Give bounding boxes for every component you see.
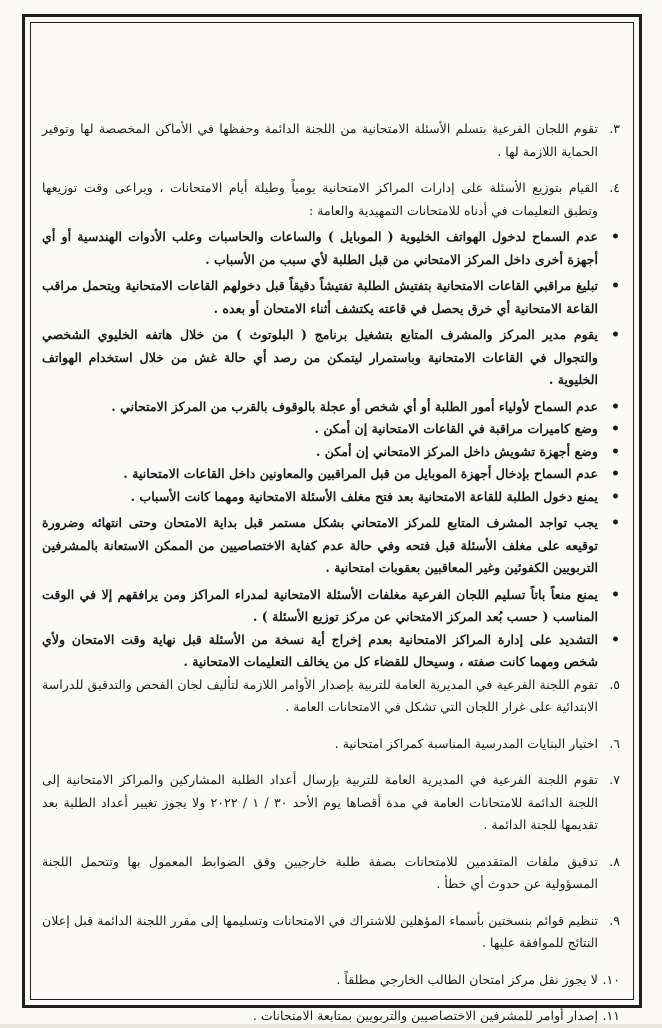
list-item-4 [42,177,620,222]
bullet-item [42,275,620,320]
item-text: إصدار أوامر للمشرفين الاختصاصيين والتربويين بمتابعة الامتحانات . [252,1008,598,1023]
bullet-item [42,418,620,441]
item-text: اختيار البنايات المدرسية المناسبة كمراكز امتحانية . [334,735,598,751]
bullet-icon: • [611,515,620,531]
bullet-icon: • [611,443,620,460]
list-item-9 [42,910,620,955]
item-text: تنظيم قوائم بنسختين بأسماء المؤهلين للاشتراك في الامتحانات وتسليمها إلى مقرر اللجنة الدائمة قبل إعلان النتائج للموافقة عليها . [42,912,598,950]
bullet-item [42,226,620,271]
item-number: ١١. [602,1008,620,1023]
item-text: وضع أجهزة تشويش داخل المركز الامتحاني إن أمكن . [315,443,598,459]
item-number: ٩. [609,912,620,928]
list-item-8 [42,851,620,896]
bullet-item [42,486,620,509]
item-text: تقوم اللجان الفرعية بتسلم الأسئلة الامتحانية من اللجنة الدائمة وحفظها في الأماكن المخصصة لها وتوفير الحماية اللازمة لها . [42,121,598,159]
item-text: يجب تواجد المشرف المتابع للمركز الامتحاني بشكل مستمر قبل بداية الامتحان وحتى انتهائه وضرورة توقيعه على مغلف الأسئلة قبل فتحه وفي حالة عدم كفاية الاختصاصيين من الممكن الاستعانة بالمشرفين التربويين الكفوئين وغير المعاقبين بعقوبات امتحانية . [42,515,598,575]
bullet-icon: • [611,327,620,343]
bullet-icon: • [611,631,620,648]
item-text: يمنع منعاً باتاً تسليم اللجان الفرعية مغلفات الأسئلة الامتحانية لمدراء المراكز ومن يرافقهم إلا في الوقت المناسب ( حسب بُعد المركز الامتحاني عن مركز توزيع الأسئلة ) . [42,586,598,624]
bullet-icon: • [611,586,620,603]
item-text: تقوم اللجنة الفرعية في المديرية العامة للتربية بإصدار الأوامر اللازمة لتأليف لجان الفحص والتدقيق للدراسة الابتدائية على غرار اللجان التي تشكل في الامتحانات العامة . [42,676,598,714]
list-item-5 [42,674,620,719]
bullet-item [42,324,620,392]
bullet-icon: • [611,398,620,415]
list-item-10 [42,969,620,992]
item-text: تقوم اللجنة الفرعية في المديرية العامة للتربية بإرسال أعداد الطلبة المشاركين والمراكز الامتحانية إلى اللجنة الدائمة للامتحانات العامة في مدة أقصاها يوم الأحد ٣٠ / ١ / ٢٠٢٢ ولا يجوز تغيير أعداد الطلبة بعد تقديمها للجنة الدائمة . [42,772,599,832]
bullet-icon: • [611,488,620,505]
item-text: التشديد على إدارة المراكز الامتحانية بعدم إخراج أية نسخة من الأسئلة قبل نهاية وقت الامتحان ولأي شخص ومهما كانت صفته ، وسيحال للقضاء كل من يخالف التعليمات الامتحانية . [42,631,598,669]
item-number: ٨. [609,853,620,869]
bullet-item [42,396,620,419]
item-number: ٧. [609,772,620,787]
bullet-icon: • [611,278,620,294]
list-item-11 [42,1005,620,1028]
list-item-6 [42,733,620,756]
item-text: يقوم مدير المركز والمشرف المتابع بتشغيل برنامج ( البلوتوث ) من خلال هاتفه الخليوي الشخصي والتجوال في القاعات الامتحانية وباستمرار ليتمكن من رصد أي حالة غش من خلال استخدام الهواتف الخليوية . [42,327,598,387]
list-item-3 [42,118,620,163]
item-text: وضع كاميرات مراقبة في القاعات الامتحانية إن أمكن . [314,421,598,436]
item-text: عدم السماح بإدخال أجهزة الموبايل من قبل المراقبين والمعاونين داخل القاعات الامتحانية . [123,466,598,481]
bullet-icon: • [611,229,620,245]
item-number: ٥. [609,676,620,692]
item-text: عدم السماح لدخول الهواتف الخليوية ( الموبايل ) والساعات والحاسبات وعلب الأدوات الهندسية أو أي أجهزة أخرى داخل المركز الامتحاني من قبل الطلبة لأي سبب من الأسباب . [42,229,598,267]
item-text: لا يجوز نقل مركز امتحان الطالب الخارجي مطلقاً . [336,971,598,987]
bullet-item [42,584,620,629]
item-number: ٤. [609,180,620,195]
document-body [42,118,620,1028]
item-number: ١٠. [602,971,620,987]
bullet-item [42,512,620,580]
bullet-item [42,463,620,486]
bullet-icon: • [611,421,620,437]
bullet-item [42,441,620,464]
list-item-7 [42,769,620,837]
item-text: القيام بتوزيع الأسئلة على إدارات المراكز الامتحانية يومياً وطيلة أيام الامتحانات ، ويراعى وقت توزيعها وتطبق التعليمات في أدناه للامتحانات التمهيدية والعامة : [42,180,598,218]
item-text: تدقيق ملفات المتقدمين للامتحانات بصفة طلبة خارجيين وفق الضوابط المعمول بها وتتحمل اللجنة المسؤولية عن حدوث أي خطأ . [42,853,598,891]
item-text: يمنع دخول الطلبة للقاعة الامتحانية بعد فتح مغلف الأسئلة الامتحانية ومهما كانت الأسباب . [130,488,598,504]
item-text: عدم السماح لأولياء أمور الطلبة أو أي شخص أو عجلة بالوقوف بالقرب من المركز الامتحاني . [111,398,598,414]
item-number: ٣. [609,121,620,136]
item-text: تبليغ مراقبي القاعات الامتحانية بتفتيش الطلبة تفتيشاً دقيقاً قبل دخولهم القاعات الامتحانية ويتحمل مراقب القاعة الامتحانية أي خرق يحصل في قاعته يكتشف أثناء الامتحان أو بعده . [42,278,598,316]
bullet-icon: • [611,466,620,482]
item-number: ٦. [609,735,620,751]
bullet-item [42,629,620,674]
